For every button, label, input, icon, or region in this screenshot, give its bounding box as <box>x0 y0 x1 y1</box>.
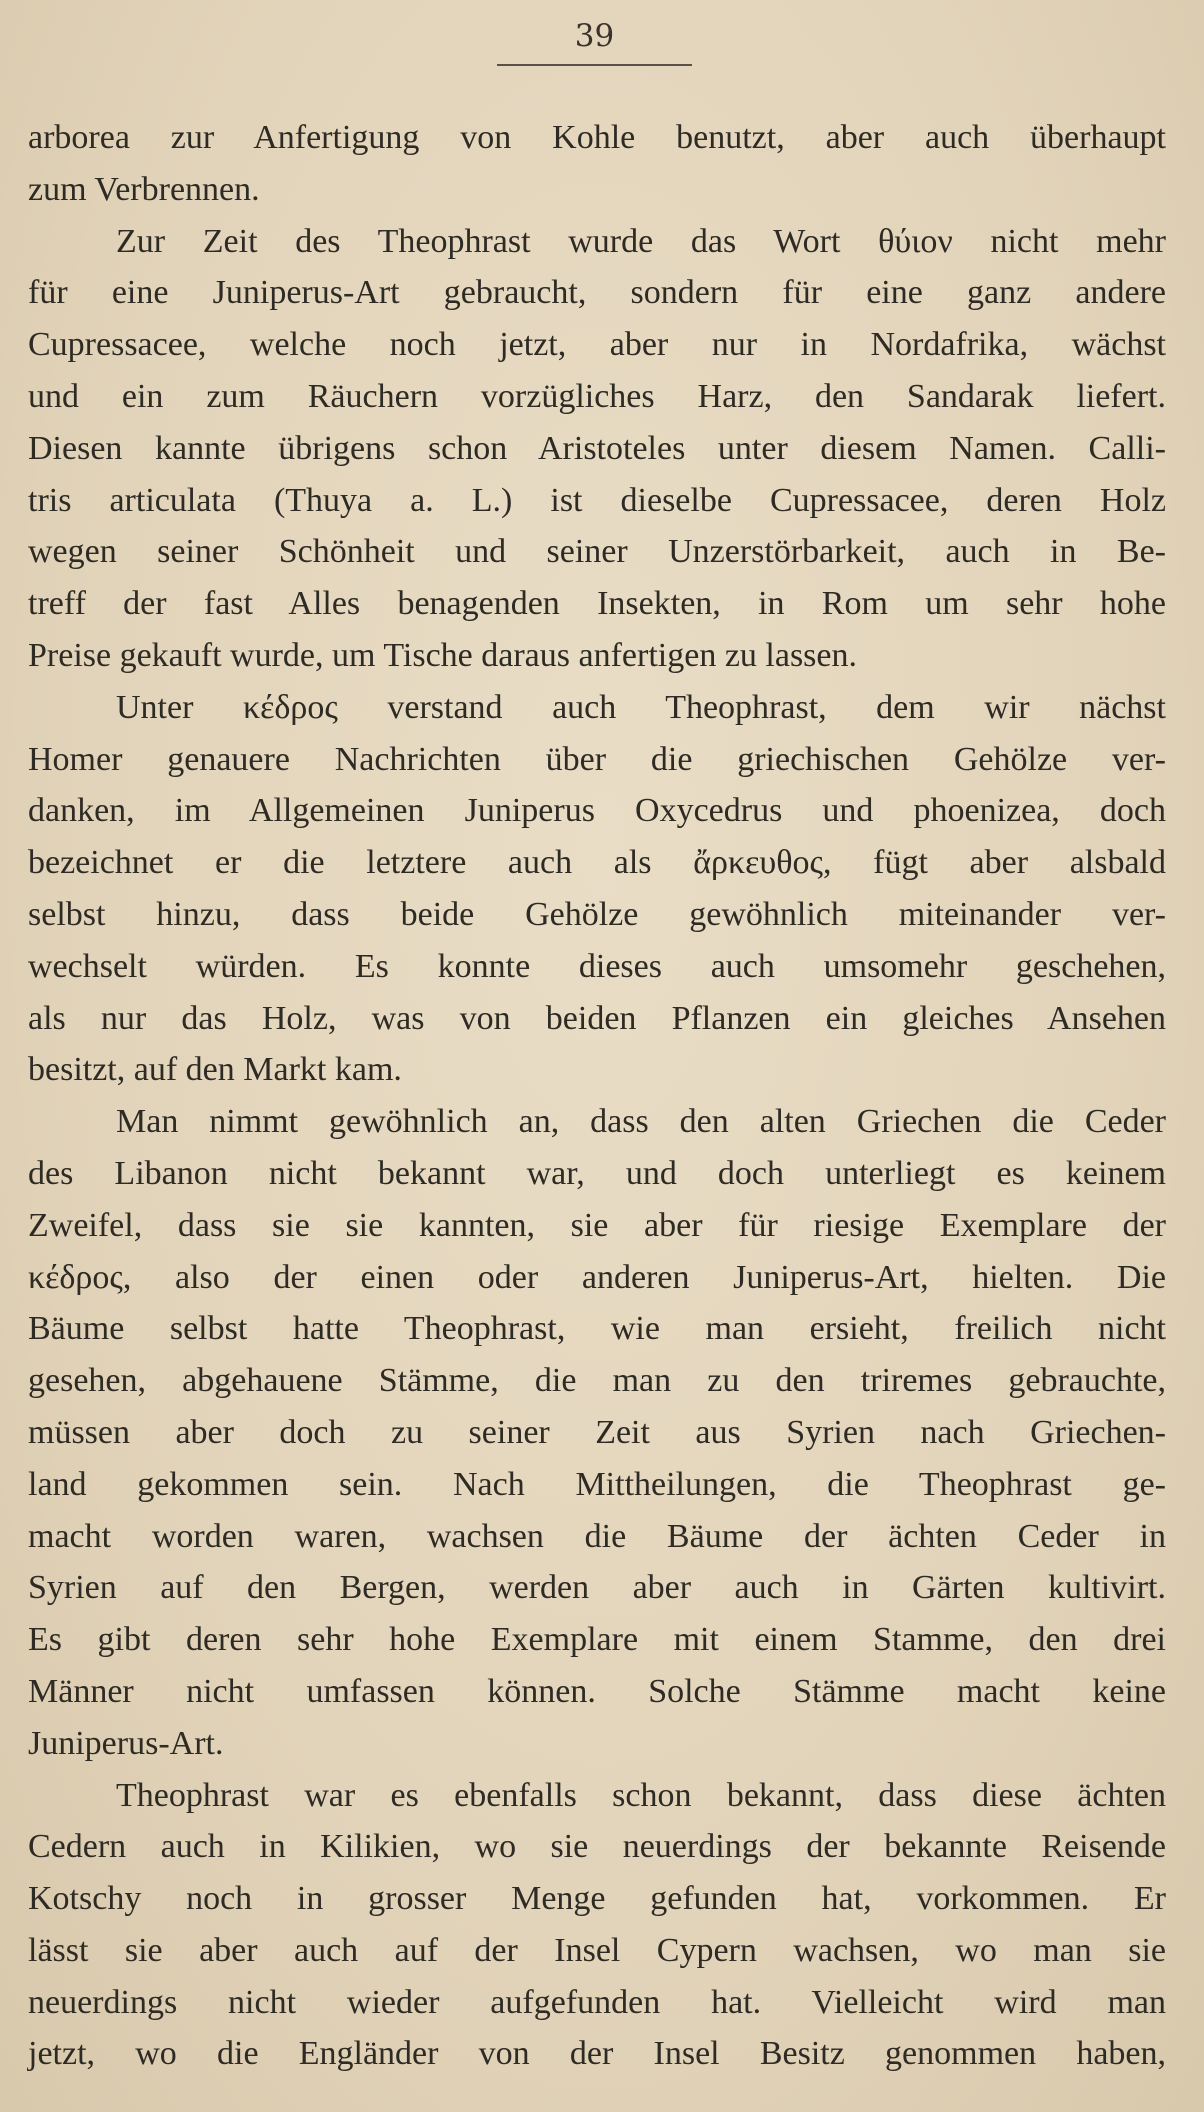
text-line: Bäume selbst hatte Theophrast, wie man ersieht, freilich nicht <box>28 1310 1166 1348</box>
text-line: besitzt, auf den Markt kam. <box>28 1051 402 1089</box>
text-line: Preise gekauft wurde, um Tische daraus anfertigen zu lassen. <box>28 636 857 674</box>
text-line: des Libanon nicht bekannt war, und doch unterliegt es keinem <box>28 1154 1166 1192</box>
text-line: Diesen kannte übrigens schon Aristoteles unter diesem Namen. Calli- <box>28 429 1166 467</box>
text-line: wegen seiner Schönheit und seiner Unzerstörbarkeit, auch in Be- <box>28 533 1166 571</box>
body-text <box>28 112 1166 2080</box>
text-line: tris articulata (Thuya a. L.) ist dieselbe Cupressacee, deren Holz <box>28 481 1166 519</box>
text-line: Zweifel, dass sie sie kannten, sie aber für riesige Exemplare der <box>28 1206 1166 1244</box>
page-number: 39 <box>574 18 615 54</box>
text-line: Man nimmt gewöhnlich an, dass den alten Griechen die Ceder <box>116 1103 1166 1141</box>
text-line: gesehen, abgehauene Stämme, die man zu den triremes gebrauchte, <box>28 1362 1166 1400</box>
text-line: Zur Zeit des Theophrast wurde das Wort θύιον nicht mehr <box>116 222 1166 260</box>
text-line: selbst hinzu, dass beide Gehölze gewöhnlich miteinander ver- <box>28 895 1166 933</box>
text-line: Männer nicht umfassen können. Solche Stämme macht keine <box>28 1672 1166 1710</box>
text-line: Syrien auf den Bergen, werden aber auch in Gärten kultivirt. <box>28 1569 1166 1607</box>
text-line: Juniperus-Art. <box>28 1724 224 1762</box>
text-line: Cedern auch in Kilikien, wo sie neuerdings der bekannte Reisende <box>28 1828 1166 1866</box>
text-line: jetzt, wo die Engländer von der Insel Besitz genommen haben, <box>28 2035 1166 2073</box>
text-line: müssen aber doch zu seiner Zeit aus Syrien nach Griechen- <box>28 1413 1166 1451</box>
text-line: als nur das Holz, was von beiden Pflanzen ein gleiches Ansehen <box>28 999 1166 1037</box>
text-line: Kotschy noch in grosser Menge gefunden hat, vorkommen. Er <box>28 1880 1166 1918</box>
header-rule <box>497 64 692 66</box>
text-line: Theophrast war es ebenfalls schon bekannt, dass diese ächten <box>116 1776 1166 1814</box>
text-line: land gekommen sein. Nach Mittheilungen, die Theophrast ge- <box>28 1465 1166 1503</box>
text-line: Homer genauere Nachrichten über die griechischen Gehölze ver- <box>28 740 1166 778</box>
text-line: Unter κέδρος verstand auch Theophrast, dem wir nächst <box>116 688 1166 726</box>
text-line: danken, im Allgemeinen Juniperus Oxycedrus und phoenizea, doch <box>28 792 1166 830</box>
text-line: Es gibt deren sehr hohe Exemplare mit einem Stamme, den drei <box>28 1621 1166 1659</box>
text-line: bezeichnet er die letztere auch als ἄρκευθος, fügt aber alsbald <box>28 844 1166 882</box>
text-line: κέδρος, also der einen oder anderen Juniperus-Art, hielten. Die <box>28 1258 1166 1296</box>
text-line: und ein zum Räuchern vorzügliches Harz, den Sandarak liefert. <box>28 377 1166 415</box>
text-line: treff der fast Alles benagenden Insekten, in Rom um sehr hohe <box>28 585 1166 623</box>
text-line: zum Verbrennen. <box>28 170 260 208</box>
text-line: Cupressacee, welche noch jetzt, aber nur in Nordafrika, wächst <box>28 326 1166 364</box>
text-line: wechselt würden. Es konnte dieses auch umsomehr geschehen, <box>28 947 1166 985</box>
text-line: macht worden waren, wachsen die Bäume der ächten Ceder in <box>28 1517 1166 1555</box>
text-line: neuerdings nicht wieder aufgefunden hat. Vielleicht wird man <box>28 1983 1166 2021</box>
text-line: arborea zur Anfertigung von Kohle benutzt, aber auch überhaupt <box>28 119 1166 156</box>
text-line: für eine Juniperus-Art gebraucht, sondern für eine ganz andere <box>28 274 1166 312</box>
text-line: lässt sie aber auch auf der Insel Cypern wachsen, wo man sie <box>28 1931 1166 1969</box>
page-header <box>497 10 692 66</box>
